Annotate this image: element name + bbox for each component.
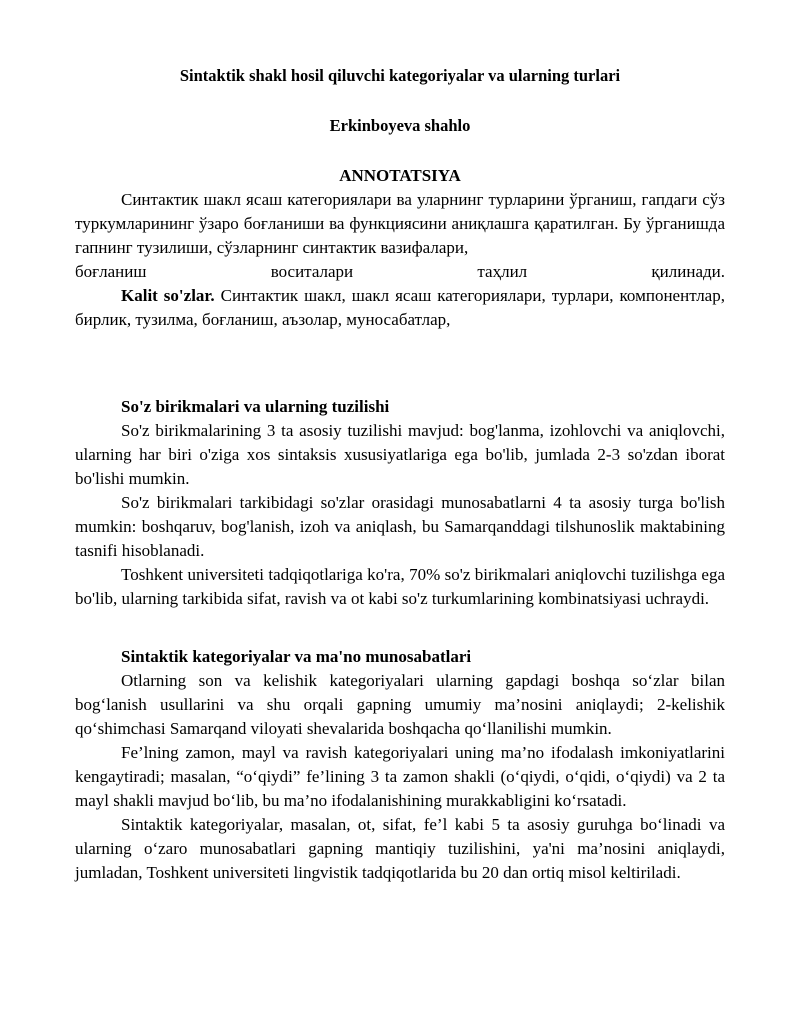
section2-paragraph: Sintaktik kategoriyalar, masalan, ot, sifat, fe’l kabi 5 ta asosiy guruhga bo‘linadi va ularning o‘zaro munosabatlari gapning mantiqiy tuzilishini, ya'ni ma’nosini aniqlaydi, jumladan, Toshkent universiteti lingvistik tadqiqotlarida bu 20 dan ortiq misol keltiriladi. <box>75 815 725 882</box>
keywords-text: Синтактик шакл, шакл ясаш категориялари, турлари, компонентлар, бирлик, тузилма, боғланиш, аъзолар, муносабатлар, <box>75 286 725 329</box>
keywords-paragraph <box>75 284 725 332</box>
section2-paragraph: Otlarning son va kelishik kategoriyalari ularning gapdagi boshqa so‘zlar bilan bog‘lanish usullarini va shu orqali gapning umumiy ma’nosini aniqlaydi; 2-kelishik qo‘shimchasi Samarqand viloyati shevalarida boshqacha qo‘llanilishi mumkin. <box>75 671 725 738</box>
section2-paragraph: Fe’lning zamon, mayl va ravish kategoriyalari uning ma’no ifodalash imkoniyatlarini kengaytiradi; masalan, “o‘qiydi” fe’lining 3 ta zamon shakli (o‘qiydi, o‘qidi, o‘qiydi) va 2 ta mayl shakli mavjud bo‘lib, bu ma’no ifodalanishining murakkabligini ko‘rsatadi. <box>75 743 725 810</box>
document-page <box>75 64 725 885</box>
section1-paragraph: Toshkent universiteti tadqiqotlariga ko'ra, 70% so'z birikmalari aniqlovchi tuzilishga ega bo'lib, ularning tarkibida sifat, ravish va ot kabi so'z turkumlarining kombinatsiyasi uchraydi. <box>75 565 725 608</box>
abstract-paragraph-last-line: боғланиш воситалари таҳлил қилинади. <box>75 262 725 281</box>
section-heading-word-combinations: So'z birikmalari va ularning tuzilishi <box>121 397 390 416</box>
abstract-paragraph: Синтактик шакл ясаш категориялари ва уларнинг турларини ўрганиш, гапдаги сўз туркумларининг ўзаро боғланиши ва функциясини аниқлашга қаратилган. Бу ўрганишда гапнинг тузилиши, сўзларнинг синтактик вазифалари, <box>75 190 725 257</box>
keywords-label: Kalit so'zlar. <box>121 286 215 305</box>
author-name: Erkinboyeva shahlo <box>329 116 471 135</box>
abstract-heading: ANNOTATSIYA <box>339 166 461 185</box>
abstract-body <box>75 188 725 284</box>
section1-paragraph: So'z birikmalari tarkibidagi so'zlar orasidagi munosabatlarni 4 ta asosiy turga bo'lish mumkin: boshqaruv, bog'lanish, izoh va aniqlash, bu Samarqanddagi tilshunoslik maktabining tasnifi hisoblanadi. <box>75 493 725 560</box>
section-heading-syntactic-categories: Sintaktik kategoriyalar va ma'no munosabatlari <box>121 647 472 666</box>
section1-paragraph: So'z birikmalarining 3 ta asosiy tuzilishi mavjud: bog'lanma, izohlovchi va aniqlovchi, ularning har biri o'ziga xos sintaksis xususiyatlariga ega bo'lib, jumlada 2-3 so'zdan iborat bo'lishi mumkin. <box>75 421 725 488</box>
document-title: Sintaktik shakl hosil qiluvchi kategoriyalar va ularning turlari <box>179 66 621 85</box>
